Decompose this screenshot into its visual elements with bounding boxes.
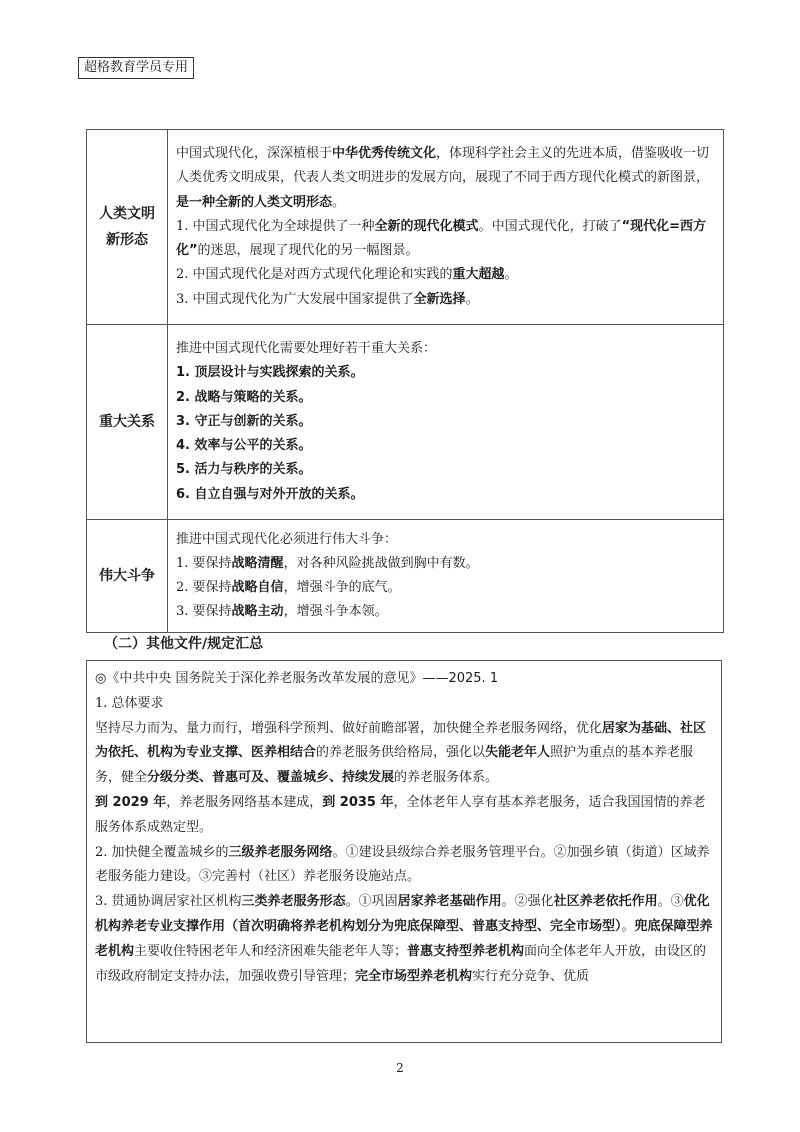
category-label: 人类文明 <box>99 206 155 222</box>
list-item: 4. 效率与公平的关系。 <box>176 438 312 454</box>
content-cell <box>168 325 724 520</box>
page-number: 2 <box>396 1061 404 1075</box>
list-item: 2. 中国式现代化是对西方式现代化理论和实践的重大超越。 <box>176 267 518 283</box>
list-item: 1. 顶层设计与实践探索的关系。 <box>176 365 364 381</box>
subsection-heading: 1. 总体要求 <box>95 695 164 711</box>
category-cell <box>87 325 168 520</box>
section-heading: （二）其他文件/规定汇总 <box>104 636 264 652</box>
table-row <box>87 325 724 520</box>
table-row <box>87 520 724 633</box>
list-item: 5. 活力与秩序的关系。 <box>176 462 312 478</box>
category-label: 重大关系 <box>99 414 155 430</box>
category-label: 伟大斗争 <box>99 568 155 584</box>
list-item: 3. 中国式现代化为广大发展中国家提供了全新选择。 <box>176 291 479 307</box>
list-item: 3. 守正与创新的关系。 <box>176 413 312 429</box>
content-cell <box>168 520 724 633</box>
paragraph: 推进中国式现代化需要处理好若干重大关系： <box>176 341 437 357</box>
paragraph: 中国式现代化，深深植根于中华优秀传统文化，体现科学社会主义的先进本质，借鉴吸收一切人类优秀文明成果，代表人类文明进步的发展方向，展现了不同于西方现代化模式的新图景，是一种全新的人类文明形态。 <box>176 146 710 210</box>
category-label: 新形态 <box>106 232 148 248</box>
paragraph: 坚持尽力而为、量力而行，增强科学预判、做好前瞻部署，加快健全养老服务网络，优化居家为基础、社区为依托、机构为专业支撑、医养相结合的养老服务供给格局，强化以失能老年人照护为重点的基本养老服务，健全分级分类、普惠可及、覆盖城乡、持续发展的养老服务体系。 <box>95 720 707 786</box>
paragraph: 推进中国式现代化必须进行伟大斗争： <box>176 531 398 547</box>
category-cell <box>87 520 168 633</box>
list-item: 1. 中国式现代化为全球提供了一种全新的现代化模式。中国式现代化，打破了“现代化=西方化”的迷思，展现了现代化的另一幅图景。 <box>176 218 707 259</box>
header-stamp: 超格教育学员专用 <box>78 57 194 79</box>
list-item: 1. 要保持战略清醒，对各种风险挑战做到胸中有数。 <box>176 555 479 571</box>
policy-box <box>86 660 722 1043</box>
list-item: 6. 自立自强与对外开放的关系。 <box>176 486 364 502</box>
paragraph: 3. 贯通协调居家社区机构三类养老服务形态。①巩固居家养老基础作用。②强化社区养老依托作用。③优化机构养老专业支撑作用（首次明确将养老机构划分为兜底保障型、普惠支持型、完全市场型）。兜底保障型养老机构主要收住特困老年人和经济困难失能老年人等；普惠支持型养老机构面向全体老年人开放，由设区的市级政府制定支持办法，加强收费引导管理；完全市场型养老机构实行充分竞争、优质 <box>95 894 713 984</box>
list-item: 3. 要保持战略主动，增强斗争本领。 <box>176 604 388 620</box>
list-item: 2. 战略与策略的关系。 <box>176 389 312 405</box>
category-cell <box>87 130 168 325</box>
summary-table <box>86 129 724 633</box>
policy-title: ◎《中共中央 国务院关于深化养老服务改革发展的意见》——2025. 1 <box>95 671 499 686</box>
table-row <box>87 130 724 325</box>
paragraph: 2. 加快健全覆盖城乡的三级养老服务网络。①建设县级综合养老服务管理平台。②加强乡镇（街道）区域养老服务能力建设。③完善村（社区）养老服务设施站点。 <box>95 844 710 885</box>
list-item: 2. 要保持战略自信，增强斗争的底气。 <box>176 580 401 595</box>
content-cell <box>168 130 724 325</box>
paragraph: 到 2029 年，养老服务网络基本建成，到 2035 年，全体老年人享有基本养老服务，适合我国国情的养老服务体系成熟定型。 <box>95 794 706 835</box>
